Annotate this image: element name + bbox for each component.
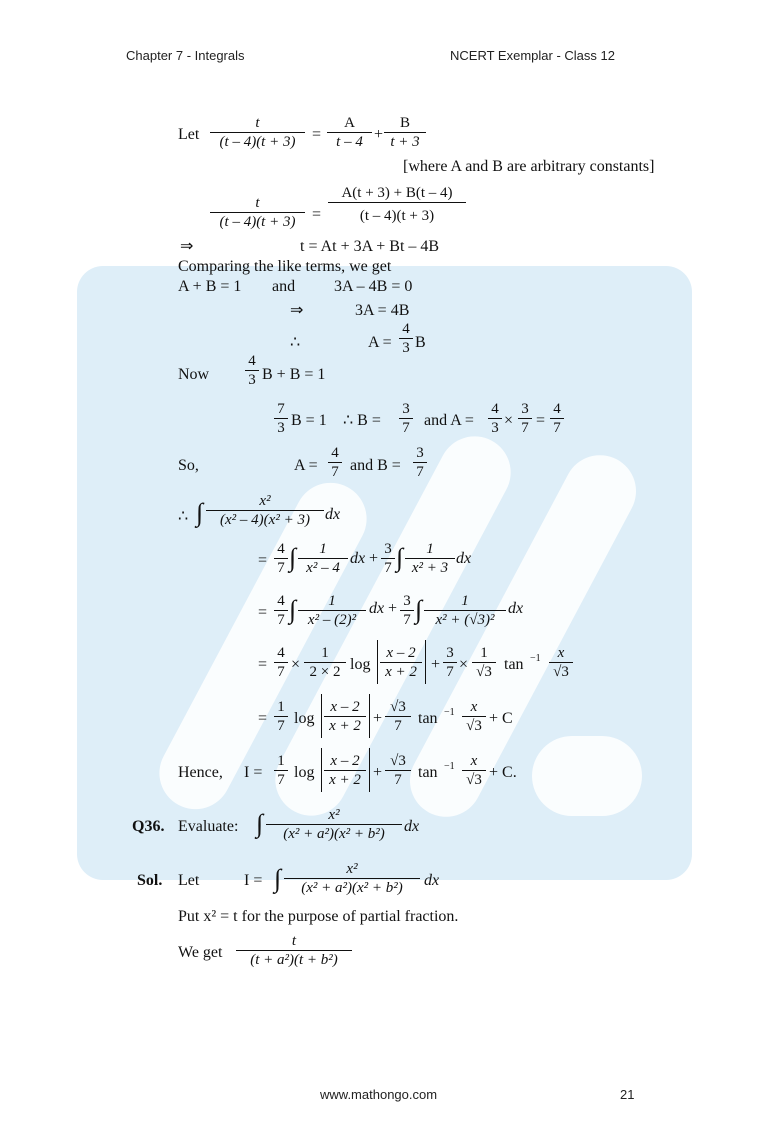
i-equals: I =: [244, 764, 263, 781]
therefore-symbol: ∴: [178, 508, 189, 525]
denominator: 7: [277, 718, 285, 734]
denominator: x² + 3: [411, 560, 449, 576]
denominator: (t – 4)(t + 3): [359, 208, 435, 224]
inverse-superscript: −1: [444, 707, 455, 718]
times-sign: ×: [504, 412, 514, 429]
dx: dx: [508, 600, 524, 617]
denominator: x + 2: [329, 772, 361, 788]
denominator: √3: [466, 772, 482, 788]
numerator: x²: [206, 492, 324, 511]
plus-sign: +: [373, 710, 383, 727]
and-b-equals: and B =: [350, 457, 401, 474]
fraction-4-7: [274, 644, 288, 681]
fraction-t-over-den-2: [210, 194, 305, 231]
denominator: t – 4: [336, 134, 363, 150]
denominator: t + 3: [390, 134, 420, 150]
log-text: log: [294, 710, 315, 727]
footer-url: www.mathongo.com: [320, 1087, 438, 1102]
abs-bar-left: [321, 694, 322, 738]
log-text: log: [350, 656, 371, 673]
numerator: 4: [245, 352, 259, 371]
denominator: 7: [277, 664, 285, 680]
plus-sign: +: [431, 656, 441, 673]
abs-bar-right: [425, 640, 426, 684]
fraction-4-3: [245, 352, 259, 389]
denominator: 3: [248, 372, 256, 388]
times-sign: ×: [291, 656, 301, 673]
denominator: 7: [394, 772, 402, 788]
integral-sign: ∫: [415, 595, 423, 624]
times-sign: ×: [459, 656, 469, 673]
denominator: 7: [402, 420, 410, 436]
numerator: A: [327, 114, 372, 133]
denominator: 7: [277, 612, 285, 628]
header-chapter-title: Chapter 7 - Integrals: [126, 48, 245, 63]
plus-c: + C.: [489, 764, 517, 781]
seven-b-eq-1: B = 1: [291, 412, 327, 429]
fraction-3-7: [413, 444, 427, 481]
text-put-substitution: Put x² = t for the purpose of partial fraction.: [178, 908, 459, 925]
fraction-1-over-sqrt3: [472, 644, 496, 681]
integral-sign: ∫: [396, 543, 404, 572]
fraction-4-7: [328, 444, 342, 481]
numerator: A(t + 3) + B(t – 4): [328, 184, 466, 203]
log-text: log: [294, 764, 315, 781]
denominator: 7: [277, 772, 285, 788]
numerator: x²: [266, 806, 402, 825]
numerator: 3: [413, 444, 427, 463]
denominator: 7: [553, 420, 561, 436]
denominator: (t – 4)(t + 3): [219, 214, 296, 230]
page-number: 21: [620, 1087, 635, 1102]
denominator: √3: [476, 664, 492, 680]
numerator: 4: [488, 400, 502, 419]
tan-text: tan: [418, 764, 438, 781]
expanded-equation: t = At + 3A + Bt – 4B: [300, 238, 440, 255]
text-evaluate: Evaluate:: [178, 818, 239, 835]
denominator: √3: [553, 664, 569, 680]
denominator: (t – 4)(t + 3): [219, 134, 296, 150]
numerator: B: [384, 114, 426, 133]
plus-sign: +: [388, 600, 398, 617]
system-eq-1: A + B = 1: [178, 278, 242, 295]
therefore-b-equals: ∴ B =: [343, 412, 381, 429]
equals-sign: =: [258, 552, 268, 569]
text-now: Now: [178, 366, 210, 383]
fraction-7-3: [274, 400, 288, 437]
fraction-q36-integrand: [266, 806, 402, 843]
fraction-4-3: [399, 320, 413, 357]
numerator: 4: [274, 592, 288, 611]
denominator: x² – 4: [306, 560, 340, 576]
fraction-sqrt3-over-7: [385, 752, 411, 789]
denominator: 7: [277, 560, 285, 576]
dx: dx: [424, 872, 440, 889]
numerator: √3: [385, 752, 411, 771]
denominator: 7: [331, 464, 339, 480]
and-a-equals: and A =: [424, 412, 474, 429]
numerator: 3: [381, 540, 395, 559]
fraction-1-7: [274, 698, 288, 735]
numerator: 1: [472, 644, 496, 663]
numerator: 4: [550, 400, 564, 419]
fraction-b-over-t-plus-3: [384, 114, 426, 151]
dx: dx: [404, 818, 420, 835]
comparing-text: Comparing the like terms, we get: [178, 258, 392, 275]
integral-sign: ∫: [196, 498, 204, 527]
integral-sign: ∫: [256, 809, 264, 838]
integral-sign: ∫: [289, 595, 297, 624]
numerator: x: [462, 752, 486, 771]
denominator: 3: [277, 420, 285, 436]
text-let: Let: [178, 872, 200, 889]
numerator: 1: [405, 540, 455, 559]
fraction-3-7: [381, 540, 395, 577]
denominator: x + 2: [385, 664, 417, 680]
numerator: 3: [399, 400, 413, 419]
fraction-t-over-final-den: [236, 932, 352, 969]
numerator: 3: [400, 592, 414, 611]
text-and: and: [272, 278, 296, 295]
fraction-1-over-x2-plus-sqrt3sq: [424, 592, 506, 629]
fraction-x-over-sqrt3: [549, 644, 573, 681]
numerator: 4: [399, 320, 413, 339]
equals-sign: =: [258, 604, 268, 621]
integral-sign: ∫: [289, 543, 297, 572]
numerator: 3: [518, 400, 532, 419]
numerator: 7: [274, 400, 288, 419]
equals-sign: =: [312, 126, 322, 143]
header-book-title: NCERT Exemplar - Class 12: [450, 48, 615, 63]
abs-bar-right: [369, 694, 370, 738]
a-equals: A =: [368, 334, 392, 351]
fraction-4-7: [274, 592, 288, 629]
fraction-3-7: [400, 592, 414, 629]
numerator: x – 2: [324, 698, 366, 717]
tan-text: tan: [504, 656, 524, 673]
numerator: 4: [274, 540, 288, 559]
fraction-1-over-2x2: [304, 644, 346, 681]
tan-text: tan: [418, 710, 438, 727]
numerator: 4: [328, 444, 342, 463]
numerator: 4: [274, 644, 288, 663]
fraction-x-over-sqrt3: [462, 752, 486, 789]
plus-sign: +: [373, 764, 383, 781]
denominator: (x² – 4)(x² + 3): [220, 512, 310, 528]
fraction-4-3: [488, 400, 502, 437]
question-number: Q36.: [132, 818, 165, 835]
a-equals: A =: [294, 457, 318, 474]
text-so: So,: [178, 457, 199, 474]
fraction-1-over-x2-minus-2sq: [298, 592, 366, 629]
numerator: t: [210, 194, 305, 213]
text-let: Let: [178, 126, 200, 143]
numerator: 1: [274, 698, 288, 717]
dx: dx: [369, 600, 385, 617]
numerator: 1: [304, 644, 346, 663]
denominator: 7: [394, 718, 402, 734]
note-arbitrary-constants: [where A and B are arbitrary constants]: [403, 158, 655, 175]
denominator: 3: [491, 420, 499, 436]
fraction-main-integrand: [206, 492, 324, 529]
i-equals: I =: [244, 872, 263, 889]
numerator: 1: [298, 592, 366, 611]
fraction-1-7: [274, 752, 288, 789]
fraction-abs-inner: [324, 698, 366, 735]
fraction-abs-inner: [324, 752, 366, 789]
denominator: (x² + a²)(x² + b²): [283, 826, 385, 842]
fraction-1-over-x2m4: [298, 540, 348, 577]
dx: dx: [325, 506, 341, 523]
numerator: t: [210, 114, 305, 133]
inverse-superscript: −1: [444, 761, 455, 772]
numerator: x – 2: [380, 644, 422, 663]
equals-sign: =: [258, 710, 268, 727]
fraction-3-7: [518, 400, 532, 437]
denominator: 2 × 2: [309, 664, 341, 680]
implies-symbol: ⇒: [180, 238, 194, 255]
text-hence: Hence,: [178, 764, 223, 781]
denominator: 7: [384, 560, 392, 576]
fraction-t-over-den: [210, 114, 305, 151]
abs-bar-right: [369, 748, 370, 792]
denominator: 7: [403, 612, 411, 628]
numerator: x: [549, 644, 573, 663]
denominator: 3: [402, 340, 410, 356]
implies-symbol: ⇒: [290, 302, 304, 319]
denominator: (x² + a²)(x² + b²): [301, 880, 403, 896]
fraction-1-over-x2p3: [405, 540, 455, 577]
denominator: 7: [521, 420, 529, 436]
fraction-3-7: [399, 400, 413, 437]
system-eq-2: 3A – 4B = 0: [334, 278, 413, 295]
inverse-superscript: −1: [530, 653, 541, 664]
solution-label: Sol.: [137, 872, 163, 889]
numerator: t: [236, 932, 352, 951]
denominator: (t + a²)(t + b²): [250, 952, 338, 968]
numerator: 1: [424, 592, 506, 611]
result-3a-4b: 3A = 4B: [355, 302, 410, 319]
plus-sign: +: [374, 126, 384, 143]
therefore-symbol: ∴: [290, 334, 301, 351]
fraction-x-over-sqrt3: [462, 698, 486, 735]
fraction-3-7: [443, 644, 457, 681]
fraction-a-over-t-minus-4: [327, 114, 372, 151]
equals-sign: =: [536, 412, 546, 429]
denominator: x² + (√3)²: [435, 612, 495, 628]
integral-sign: ∫: [274, 864, 282, 893]
numerator: x – 2: [324, 752, 366, 771]
denominator: 7: [416, 464, 424, 480]
fraction-4-7: [274, 540, 288, 577]
plus-sign: +: [369, 550, 379, 567]
equals-sign: =: [312, 206, 322, 223]
denominator: x + 2: [329, 718, 361, 734]
numerator: x: [462, 698, 486, 717]
denominator: x² – (2)²: [307, 612, 357, 628]
abs-bar-left: [321, 748, 322, 792]
fraction-abs-inner: [380, 644, 422, 681]
text-we-get: We get: [178, 944, 223, 961]
abs-bar-left: [377, 640, 378, 684]
equals-sign: =: [258, 656, 268, 673]
numerator: 1: [274, 752, 288, 771]
dx: dx: [456, 550, 472, 567]
fraction-sol-integrand: [284, 860, 420, 897]
plus-c: + C: [489, 710, 513, 727]
fraction-4-7: [550, 400, 564, 437]
denominator: √3: [466, 718, 482, 734]
dx: dx: [350, 550, 366, 567]
numerator: 3: [443, 644, 457, 663]
fraction-combined: [328, 184, 466, 225]
denominator: 7: [446, 664, 454, 680]
numerator: √3: [385, 698, 411, 717]
numerator: 1: [298, 540, 348, 559]
b-letter: B: [415, 334, 426, 351]
fraction-sqrt3-over-7: [385, 698, 411, 735]
now-expression: B + B = 1: [262, 366, 326, 383]
numerator: x²: [284, 860, 420, 879]
